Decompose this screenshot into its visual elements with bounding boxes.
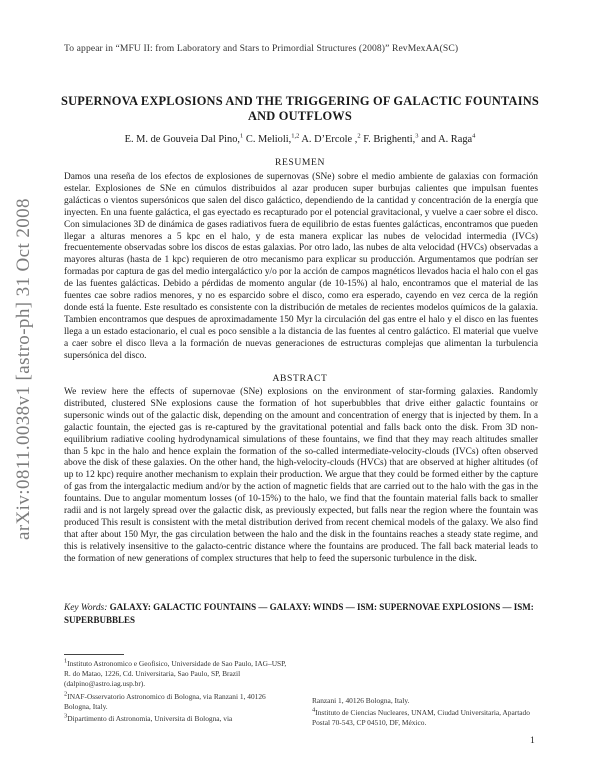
author-list	[60, 134, 540, 145]
keywords	[64, 601, 538, 627]
author-affiliation-mark: 1	[240, 132, 244, 140]
footnote-mark: 1	[64, 657, 68, 665]
author-name: C. Melioli,	[245, 134, 292, 145]
footnote-mark: 2	[64, 690, 68, 698]
abstract-text: We review here the effects of supernovae (SNe) explosions on the environment of star-forming galaxies. Randomly distributed, clustered SNe explosions cause the formation of hot superbubbles that drive either galactic fountains or supersonic winds out of the galactic disk, depending on the amount and concentration of energy that is injected by them. In a galactic fountain, the ejected gas is re-captured by the gravitational potential and falls back onto the disk. From 3D non-equilibrium radiative cooling hydrodynamical simulations of these fountains, we find that they may reach altitudes smaller than 5 kpc in the halo and hence explain the formation of the so-called intermediate-velocity-clouds (IVCs) often observed above the disk of these galaxies. On the other hand, the high-velocity-clouds (HVCs) that are observed at higher altitudes (of up to 12 kpc) require another mechanism to explain their production. We argue that they could be formed either by the capture of gas from the intergalactic medium and/or by the action of magnetic fields that are carried out to the halo with the gas in the fountains. Due to angular momentum losses (of 10-15%) to the halo, we find that the fountain material falls back to smaller radii and is not largely spread over the galactic disk, as previously expected, but falls near the region where the fountain was produced This result is consistent with the metal distribution derived from recent chemical models of the galaxy. We also find that after about 150 Myr, the gas circulation between the halo and the disk in the fountains reaches a steady state regime, and this is relatively insensitive to the galacto-centric distance where the fountains are produced. The fall back material leads to the formation of new generations of complex structures that help to feed the supersonic turbulence in the disk.	[64, 387, 538, 564]
author-affiliation-mark: 2	[357, 132, 361, 140]
abstract-heading: ABSTRACT	[272, 373, 328, 384]
arxiv-stamp: arXiv:0811.0038v1 [astro-ph] 31 Oct 2008	[13, 198, 34, 540]
author-name: and A. Raga	[421, 134, 473, 145]
footnote	[312, 708, 538, 728]
footnote-mark: 3	[64, 712, 68, 720]
footnote-text: INAF-Osservatorio Astronomico di Bologna, via Ranzani 1, 40126 Bologna, Italy.	[64, 691, 266, 711]
author-name: E. M. de Gouveia Dal Pino,	[124, 134, 241, 145]
footnotes-right	[312, 696, 538, 729]
resumen-heading: RESUMEN	[274, 157, 326, 168]
journal-header: To appear in “MFU II: from Laboratory and Stars to Primordial Structures (2008)” RevMexAA(SC)	[64, 43, 459, 54]
footnote-mark: 4	[312, 706, 316, 714]
footnote-text: Ranzani 1, 40126 Bologna, Italy.	[312, 696, 410, 705]
keywords-label: Key Words:	[64, 603, 108, 613]
author-affiliation-mark: 3	[415, 132, 419, 140]
footnote	[64, 659, 290, 690]
author-name: F. Brighenti,	[363, 134, 416, 145]
footnote	[64, 714, 290, 724]
author-affiliation-mark: 4	[472, 132, 476, 140]
footnotes-left	[64, 659, 290, 724]
footnote	[312, 696, 538, 706]
footnote-text: Instituto Astronomico e Geofisico, Universidade de Sao Paulo, IAG–USP, R. do Matao, 1226, Cd. Universitaria, Sao Paulo, SP, Brazil (dalpino@astro.iag.usp.br).	[64, 659, 287, 689]
footnote	[64, 692, 290, 712]
resumen-text: Damos una reseña de los efectos de explosiones de supernovas (SNe) sobre el medio ambiente de galaxias con formación estelar. Explosiones de SNe en cúmulos distribuidos al azar producen super burbujas calientes que impulsan fuentes galácticas o vientos supersónicos que salen del disco galáctico, dependiendo de la cantidad y concentración de la energía que inyecten. En una fuente galáctica, el gas eyectado es recapturado por el potencial gravitacional, y vuelve a caer sobre el disco. Con simulaciones 3D de dinámica de gases radiativos fuera de equilibrio de estas fuentes galácticas, encontramos que pueden llegar a alturas menores a 5 kpc en el halo, y de esta manera explicar las nubes de velocidad intermedia (IVCs) frecuentemente observadas sobre los discos de estas galaxias. Por otro lado, las nubes de alta velocidad (HVCs) observadas a mayores alturas (hasta de 1 kpc) requieren de otro mecanismo para explicar su producción. Argumentamos que podrían ser formadas por captura de gas del medio intergaláctico y/o por la acción de campos magnéticos llevados hacia el halo con el gas de las fuentes galácticas. Debido a pérdidas de momento angular (de 10-15%) al halo, encontramos que el material de las fuentes cae sobre radios menores, y no es esparcido sobre el disco, como era esperado, cayendo en vez cerca de la región donde está la fuente. Este resultado es consistente con la distribución de metales de recientes modelos químicos de la galaxia. Tambien encontramos que despues de aproximadamente 150 Myr la circulación del gas entre el halo y el disco en las fuentes llega a un estado estacionario, el cual es poco sensible a la distancia de las fuentes al centro galáctico. El material que vuelve a caer sobre el disco lleva a la formación de nuevas generaciones de estructuras complejas que alimentan la turbulencia supersónica del disco.	[64, 172, 538, 361]
footnote-rule	[64, 654, 124, 655]
paper-title: SUPERNOVA EXPLOSIONS AND THE TRIGGERING OF GALACTIC FOUNTAINS AND OUTFLOWS	[61, 94, 539, 123]
author-name: A. D’Ercole ,	[301, 134, 358, 145]
footnote-text: Instituto de Ciencias Nucleares, UNAM, Ciudad Universitaria, Apartado Postal 70-543, CP 04510, DF, México.	[312, 708, 530, 728]
author-affiliation-mark: 1,2	[291, 132, 300, 140]
page-number: 1	[530, 736, 535, 746]
footnote-text: Dipartimento di Astronomia, Universita di Bologna, via	[67, 714, 233, 724]
keywords-text: GALAXY: GALACTIC FOUNTAINS — GALAXY: WINDS — ISM: SUPERNOVAE EXPLOSIONS — ISM: SUPERBUBBLES	[64, 602, 534, 625]
